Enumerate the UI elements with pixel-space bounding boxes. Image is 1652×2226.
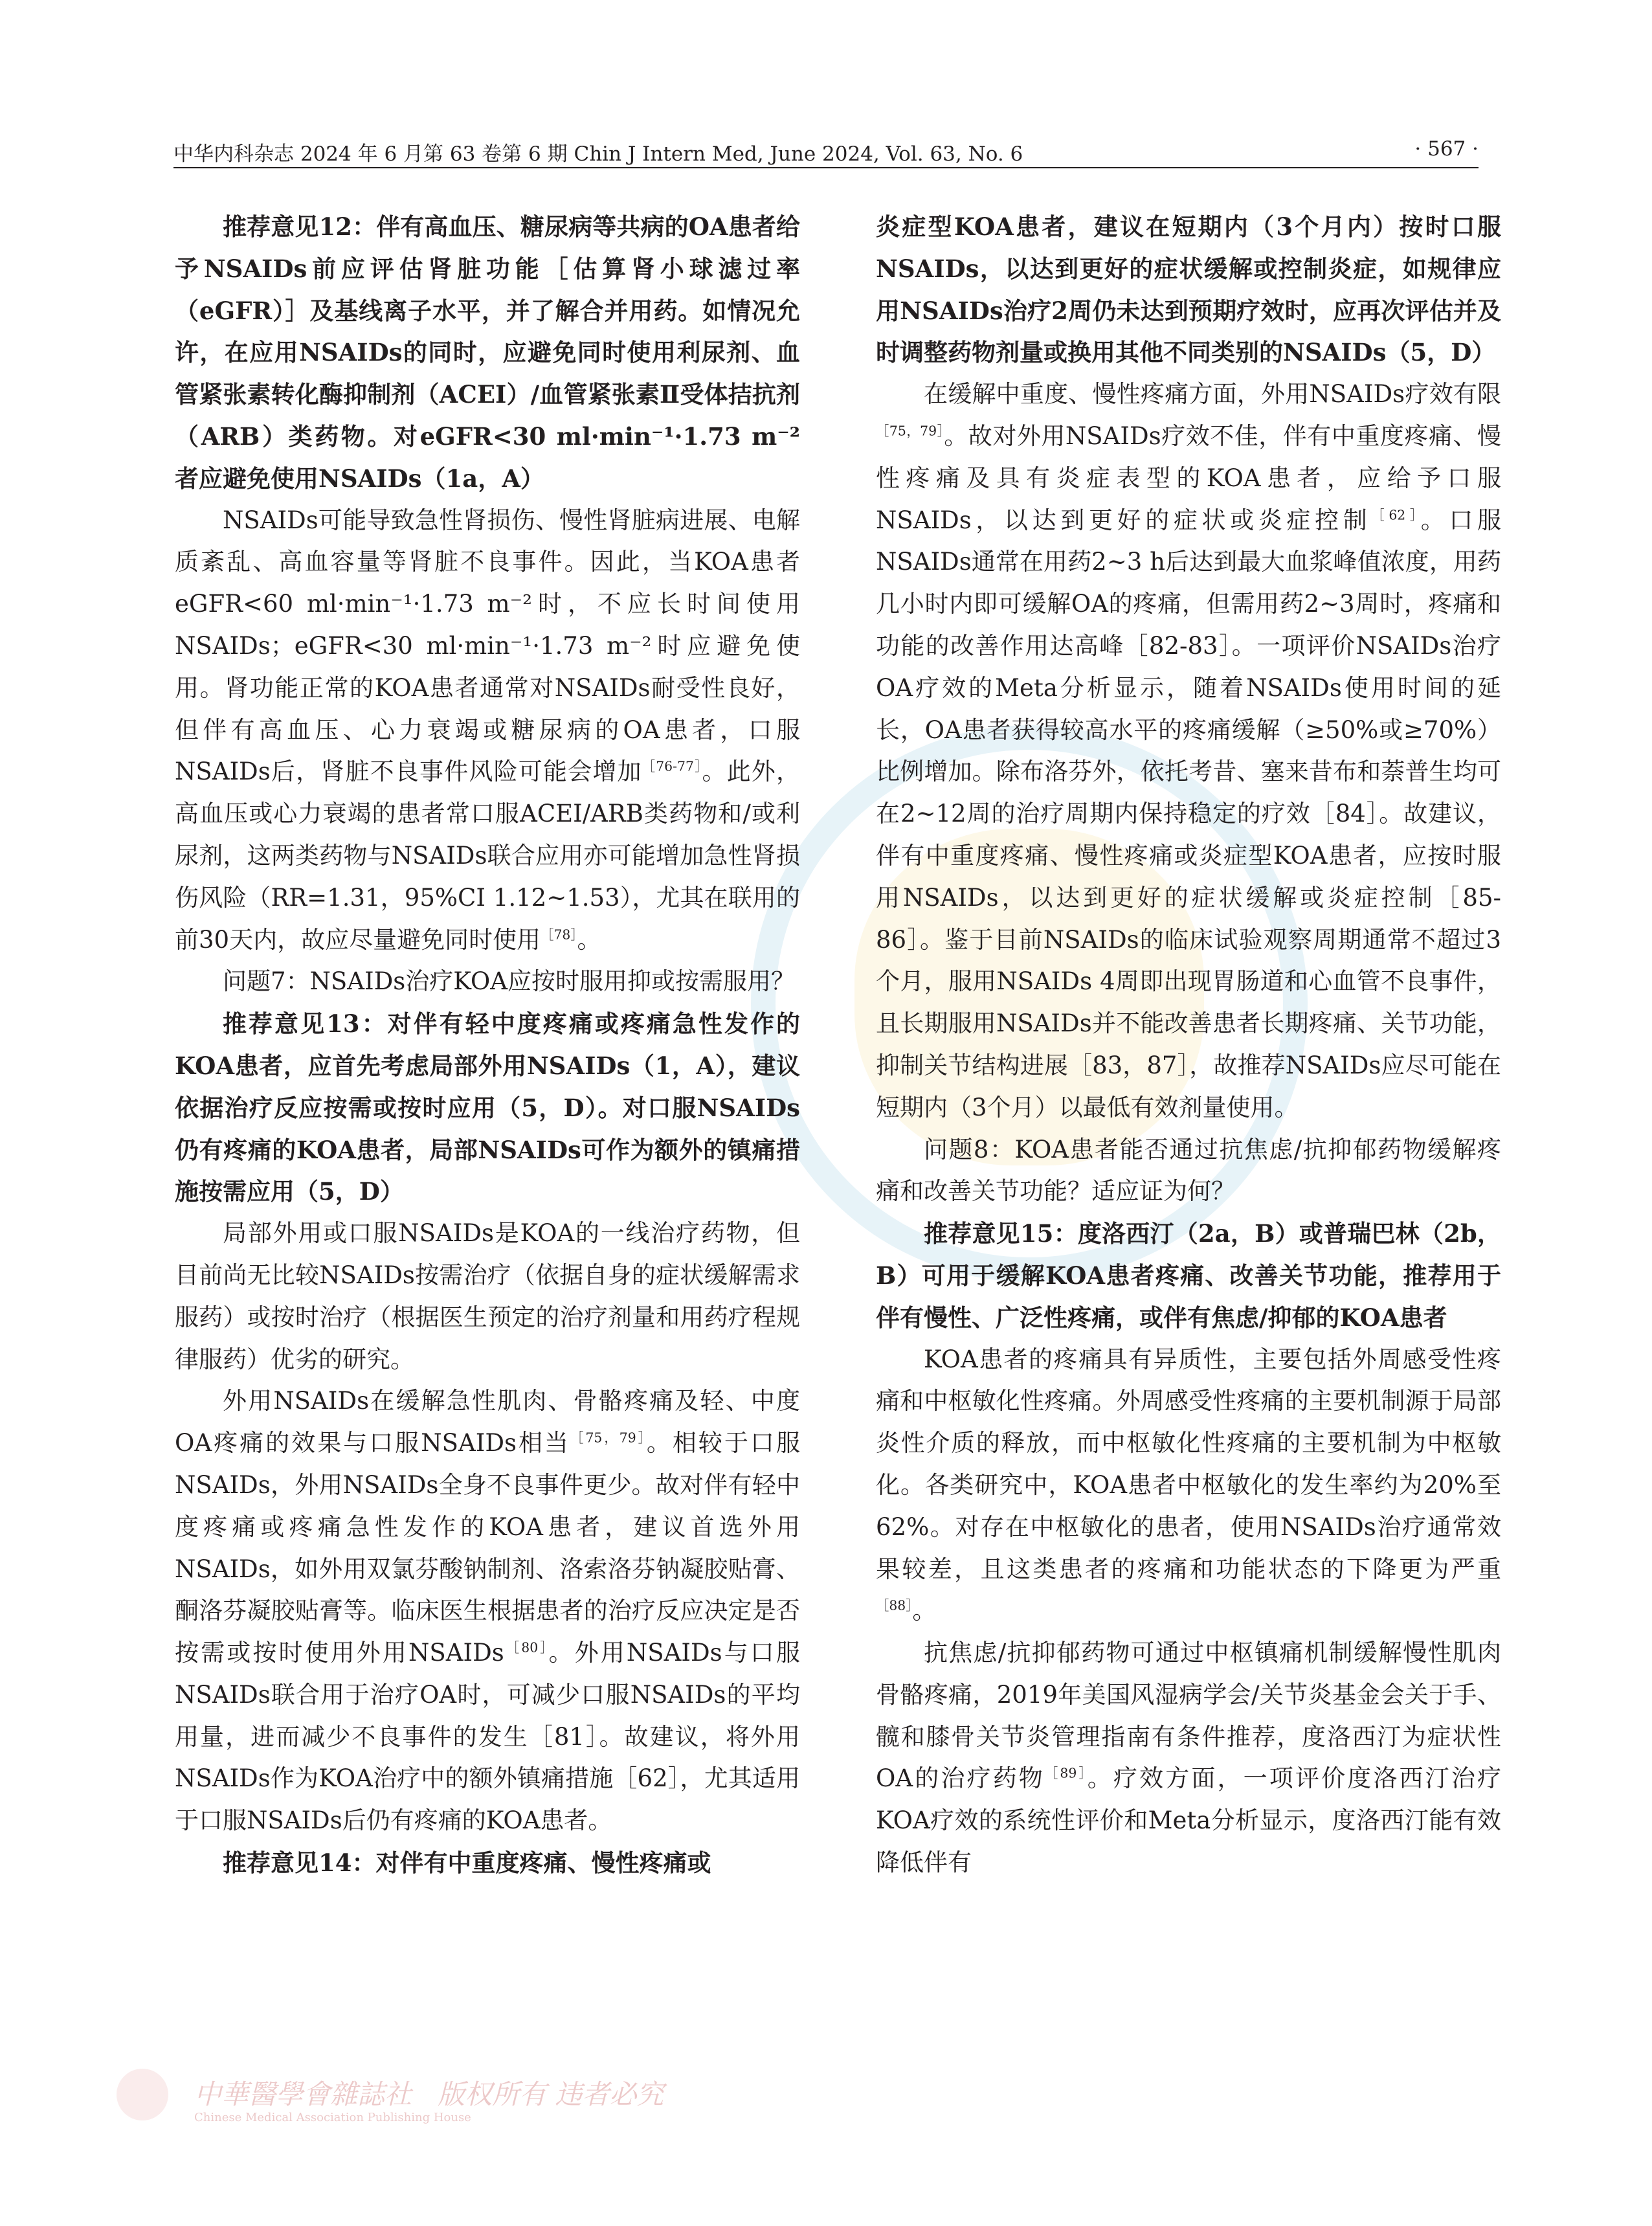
paragraph-text: 外用NSAIDs在缓解急性肌肉、骨骼疼痛及轻、中度OA疼痛的效果与口服NSAIDs相当 <box>175 1387 800 1457</box>
paragraph-text: 。 <box>577 925 601 954</box>
paragraph-text: 。外用NSAIDs与口服NSAIDs联合用于治疗OA时，可减少口服NSAIDs的平均用量，进而减少不良事件的发生［81］。故建议，将外用NSAIDs作为KOA治疗中的额外镇痛措施［62］，尤其适用于口服NSAIDs后仍有疼痛的KOA患者。 <box>175 1639 800 1835</box>
citation-ref: ［78］ <box>541 927 577 943</box>
citation-ref: ［88］ <box>876 1597 913 1613</box>
left-column <box>175 206 800 1884</box>
paragraph-text: 推荐意见13：对伴有轻中度疼痛或疼痛急性发作的KOA患者，应首先考虑局部外用NSAIDs（1，A），建议依据治疗反应按需或按时应用（5，D）。对口服NSAIDs仍有疼痛的KOA患者，局部NSAIDs可作为额外的镇痛措施按需应用（5，D） <box>175 1009 800 1206</box>
citation-ref: ［76-77］ <box>642 759 702 775</box>
paragraph-text: 。此外，高血压或心力衰竭的患者常口服ACEI/ARB类药物和/或利尿剂，这两类药物与NSAIDs联合应用亦可能增加急性肾损伤风险（RR=1.31，95%CI 1.12~1.53），尤其在联用的前30天内，故应尽量避免同时使用 <box>175 758 800 954</box>
paragraph-text: 推荐意见14：对伴有中重度疼痛、慢性疼痛或 <box>223 1849 711 1878</box>
page-number: · 567 · <box>1414 137 1479 161</box>
body-paragraph <box>175 1380 800 1842</box>
citation-ref: ［75，79］ <box>570 1430 647 1446</box>
recommendation-paragraph <box>175 1842 800 1884</box>
recommendation-paragraph <box>175 206 800 500</box>
citation-ref: ［80］ <box>504 1639 549 1656</box>
citation-ref: ［62］ <box>1371 507 1421 523</box>
paragraph-text: KOA患者的疼痛具有异质性，主要包括外周感受性疼痛和中枢敏化性疼痛。外周感受性疼痛的主要机制源于局部炎性介质的释放，而中枢敏化性疼痛的主要机制为中枢敏化。各类研究中，KOA患者中枢敏化的发生率约为20%至62%。对存在中枢敏化的患者，使用NSAIDs治疗通常效果较差，且这类患者的疼痛和功能状态的下降更为严重 <box>876 1345 1501 1583</box>
paragraph-text: 推荐意见15：度洛西汀（2a，B）或普瑞巴林（2b，B）可用于缓解KOA患者疼痛、改善关节功能，推荐用于伴有慢性、广泛性疼痛，或伴有焦虑/抑郁的KOA患者 <box>876 1219 1501 1332</box>
body-paragraph <box>876 1129 1501 1213</box>
running-header <box>173 137 1479 168</box>
paragraph-text: 。 <box>912 1597 937 1625</box>
body-paragraph <box>175 961 800 1003</box>
body-paragraph <box>876 1632 1501 1884</box>
recommendation-paragraph <box>876 1213 1501 1338</box>
body-paragraph <box>876 1339 1501 1633</box>
paragraph-text: 问题8：KOA患者能否通过抗焦虑/抗抑郁药物缓解疼痛和改善关节功能？适应证为何？ <box>876 1135 1501 1206</box>
paragraph-text: 问题7：NSAIDs治疗KOA应按时服用抑或按需服用？ <box>223 967 795 996</box>
recommendation-paragraph <box>175 1003 800 1213</box>
publisher-watermark <box>194 2073 664 2112</box>
publisher-watermark-en: Chinese Medical Association Publishing House <box>194 2111 471 2124</box>
publisher-name: 中華醫學會雜誌社 <box>194 2078 412 2110</box>
paragraph-text: 。相较于口服NSAIDs，外用NSAIDs全身不良事件更少。故对伴有轻中度疼痛或疼痛急性发作的KOA患者，建议首选外用NSAIDs，如外用双氯芬酸钠制剂、洛索洛芬钠凝胶贴膏、酮洛芬凝胶贴膏等。临床医生根据患者的治疗反应决定是否按需或按时使用外用NSAIDs <box>175 1429 800 1667</box>
recommendation-paragraph <box>876 206 1501 374</box>
paragraph-text: 。疗效方面，一项评价度洛西汀治疗KOA疗效的系统性评价和Meta分析显示，度洛西汀能有效降低伴有 <box>876 1764 1501 1877</box>
paragraph-text: 。故对外用NSAIDs疗效不佳，伴有中重度疼痛、慢性疼痛及具有炎症表型的KOA患者，应给予口服NSAIDs，以达到更好的症状或炎症控制 <box>876 422 1501 534</box>
paragraph-text: 局部外用或口服NSAIDs是KOA的一线治疗药物，但目前尚无比较NSAIDs按需治疗（依据自身的症状缓解需求服药）或按时治疗（根据医生预定的治疗剂量和用药疗程规律服药）优劣的研究。 <box>175 1219 800 1373</box>
citation-ref: ［89］ <box>1044 1766 1088 1782</box>
body-paragraph <box>876 374 1501 1129</box>
paragraph-text: NSAIDs可能导致急性肾损伤、慢性肾脏病进展、电解质紊乱、高血容量等肾脏不良事件。因此，当KOA患者eGFR<60 ml·min⁻¹·1.73 m⁻²时，不应长时间使用NSAIDs；eGFR<30 ml·min⁻¹·1.73 m⁻²时应避免使用。肾功能正常的KOA患者通常对NSAIDs耐受性良好，但伴有高血压、心力衰竭或糖尿病的OA患者，口服NSAIDs后，肾脏不良事件风险可能会增加 <box>175 506 800 786</box>
body-paragraph <box>175 1213 800 1380</box>
paragraph-text: 在缓解中重度、慢性疼痛方面，外用NSAIDs疗效有限 <box>924 380 1501 409</box>
paragraph-text: 炎症型KOA患者，建议在短期内（3个月内）按时口服NSAIDs，以达到更好的症状缓解或控制炎症，如规律应用NSAIDs治疗2周仍未达到预期疗效时，应再次评估并及时调整药物剂量或换用其他不同类别的NSAIDs（5，D） <box>876 212 1501 367</box>
body-paragraph <box>175 500 800 961</box>
paragraph-text: 。口服NSAIDs通常在用药2~3 h后达到最大血浆峰值浓度，用药几小时内即可缓解OA的疼痛，但需用药2~3周时，疼痛和功能的改善作用达高峰［82-83］。一项评价NSAIDs治疗OA疗效的Meta分析显示，随着NSAIDs使用时间的延长，OA患者获得较高水平的疼痛缓解（≥50%或≥70%）比例增加。除布洛芬外，依托考昔、塞来昔布和萘普生均可在2~12周的治疗周期内保持稳定的疗效［84］。故建议，伴有中重度疼痛、慢性疼痛或炎症型KOA患者，应按时服用NSAIDs，以达到更好的症状缓解或炎症控制［85-86］。鉴于目前NSAIDs的临床试验观察周期通常不超过3个月，服用NSAIDs 4周即出现胃肠道和心血管不良事件，且长期服用NSAIDs并不能改善患者长期疼痛、关节功能，抑制关节结构进展［83，87］，故推荐NSAIDs应尽可能在短期内（3个月）以最低有效剂量使用。 <box>876 506 1502 1121</box>
paragraph-text: 抗焦虑/抗抑郁药物可通过中枢镇痛机制缓解慢性肌肉骨骼疼痛，2019年美国风湿病学会/关节炎基金会关于手、髋和膝骨关节炎管理指南有条件推荐，度洛西汀为症状性OA的治疗药物 <box>876 1639 1501 1793</box>
journal-citation: 中华内科杂志 2024 年 6 月第 63 卷第 6 期 Chin J Intern Med, June 2024, Vol. 63, No. 6 <box>173 142 1023 166</box>
publisher-logo-icon <box>117 2069 168 2120</box>
citation-ref: ［75，79］ <box>876 423 944 439</box>
copyright-slogan: 版权所有 违者必究 <box>438 2078 664 2110</box>
paragraph-text: 推荐意见12：伴有高血压、糖尿病等共病的OA患者给予NSAIDs前应评估肾脏功能［估算肾小球滤过率（eGFR）］及基线离子水平，并了解合并用药。如情况允许，在应用NSAIDs的同时，应避免同时使用利尿剂、血管紧张素转化酶抑制剂（ACEI）/血管紧张素Ⅱ受体拮抗剂（ARB）类药物。对eGFR<30 ml·min⁻¹·1.73 m⁻²者应避免使用NSAIDs（1a，A） <box>175 212 800 493</box>
right-column <box>876 206 1501 1884</box>
